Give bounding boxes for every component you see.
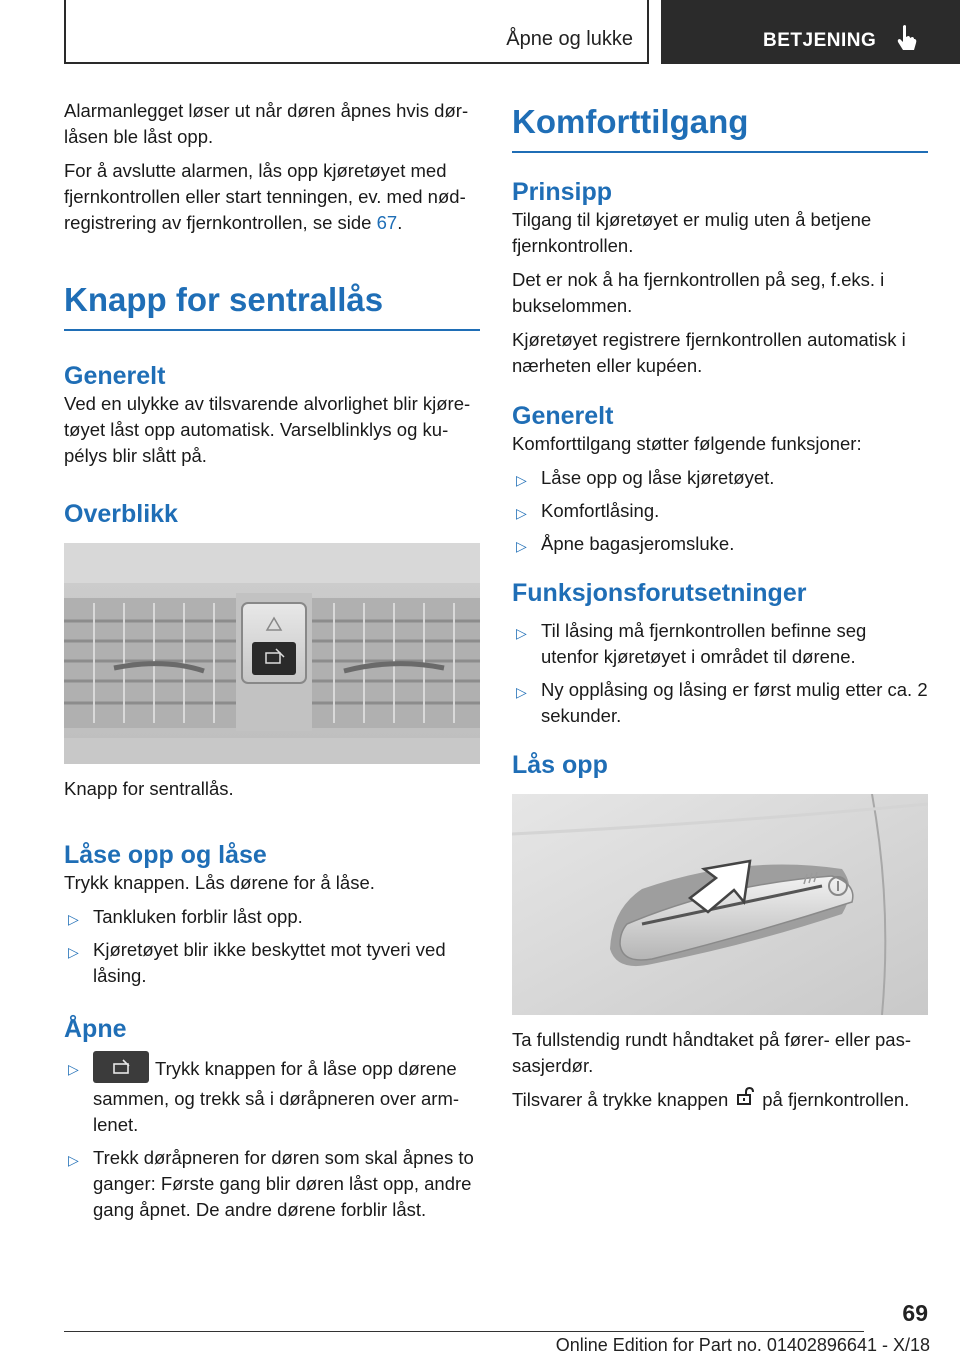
central-lock-heading: Knapp for sentrallås (64, 281, 384, 318)
principle-paragraph-1: Tilgang til kjøretøyet er mulig uten å betjene fjernkontrollen. (512, 209, 872, 256)
page-number: 69 (902, 1300, 928, 1326)
triangle-bullet-icon: ▷ (516, 472, 527, 488)
header-chapter-title: BETJENING (763, 30, 877, 51)
alarm-stop-text: For å avslutte alarmen, lås opp kjøretøyet med fjernkontrollen eller start tenningen, ev. med nødregistrering av fjernkontrollen, se side (64, 160, 466, 233)
unlock-paragraph-1: Ta fullstendig rundt håndtaket på fører- eller passasjerdør. (512, 1029, 911, 1076)
list-item-text: Låse opp og låse kjøretøyet. (541, 467, 775, 488)
unlock-padlock-icon (736, 1086, 754, 1112)
door-handle-figure (512, 794, 928, 1015)
unlock-heading: Lås opp (512, 751, 608, 779)
unlock-text-after-icon: på fjernkontrollen. (762, 1089, 910, 1110)
header-section-tab (64, 0, 649, 64)
list-item (512, 531, 928, 557)
page-link-67[interactable]: 67 (376, 212, 398, 233)
right-column (512, 98, 928, 1122)
alarm-stop-end: . (397, 212, 403, 233)
triangle-bullet-icon: ▷ (68, 1152, 79, 1168)
list-item-text: Trekk døråpneren for døren som skal åpnes to ganger: Første gang blir døren låst opp, andre gang åpnet. De andre dørene forblir låst. (93, 1147, 474, 1220)
triangle-bullet-icon: ▷ (516, 505, 527, 521)
triangle-bullet-icon: ▷ (68, 1061, 79, 1077)
list-item (64, 1145, 480, 1223)
prerequisites-list (512, 618, 928, 729)
list-item-text: Komfortlåsing. (541, 500, 660, 521)
lock-unlock-paragraph: Trykk knappen. Lås dørene for å låse. (64, 872, 375, 893)
list-item (512, 618, 928, 670)
alarm-stop-paragraph (64, 158, 480, 236)
list-item (512, 498, 928, 524)
triangle-bullet-icon: ▷ (68, 911, 79, 927)
list-item-text: Trykk knappen for å låse opp dørene sammen, og trekk så i døråpneren over armlenet. (93, 1057, 460, 1135)
triangle-bullet-icon: ▷ (516, 625, 527, 641)
central-lock-illustration (64, 543, 480, 764)
pointing-hand-icon (895, 24, 917, 57)
comfort-access-heading: Komforttilgang (512, 103, 749, 140)
list-item (512, 465, 928, 491)
list-item (512, 677, 928, 729)
list-item-text: Til låsing må fjernkontrollen befinne seg utenfor kjøretøyet i området til dørene. (541, 620, 867, 667)
general-paragraph: Ved en ulykke av tilsvarende alvorlighet blir kjøretøyet låst opp automatisk. Varselblinklys og kupélys blir slått på. (64, 393, 471, 466)
door-handle-illustration (512, 794, 928, 1015)
alarm-paragraph: Alarmanlegget løser ut når døren åpnes hvis dørlåsen ble låst opp. (64, 100, 469, 147)
list-item (64, 937, 480, 989)
list-item (64, 904, 480, 930)
general-paragraph: Komforttilgang støtter følgende funksjoner: (512, 433, 862, 454)
overview-heading: Overblikk (64, 500, 178, 528)
footer-rule (64, 1331, 864, 1332)
list-item (64, 1054, 480, 1138)
general-heading: Generelt (64, 362, 166, 390)
triangle-bullet-icon: ▷ (68, 944, 79, 960)
footer-edition: Online Edition for Part no. 01402896641 - X/18 (555, 1335, 930, 1355)
triangle-bullet-icon: ▷ (516, 684, 527, 700)
list-item-text: Tankluken forblir låst opp. (93, 906, 303, 927)
figure-caption: Knapp for sentrallås. (64, 778, 234, 799)
principle-paragraph-2: Det er nok å ha fjernkontrollen på seg, f.eks. i bukselommen. (512, 269, 885, 316)
functions-list (512, 465, 928, 557)
left-column (64, 98, 480, 1230)
general-heading: Generelt (512, 402, 614, 430)
prerequisites-heading: Funksjonsforutsetninger (512, 579, 807, 607)
door-unlock-button-icon (93, 1051, 149, 1083)
unlock-text-before-icon: Tilsvarer å trykke knappen (512, 1089, 729, 1110)
header-chapter-tab (661, 0, 960, 64)
unlock-paragraph-2 (512, 1087, 928, 1114)
list-item-text: Ny opplåsing og låsing er først mulig etter ca. 2 sekunder. (541, 679, 928, 726)
list-item-text: Kjøretøyet blir ikke beskyttet mot tyveri ved låsing. (93, 939, 446, 986)
open-heading: Åpne (64, 1015, 127, 1043)
lock-unlock-heading: Låse opp og låse (64, 841, 267, 869)
list-item-text: Åpne bagasjeromsluke. (541, 533, 735, 554)
header-section-title: Åpne og lukke (506, 28, 633, 50)
central-lock-figure (64, 543, 480, 764)
principle-heading: Prinsipp (512, 178, 613, 206)
principle-paragraph-3: Kjøretøyet registrere fjernkontrollen automatisk i nærheten eller kupéen. (512, 329, 906, 376)
open-list (64, 1054, 480, 1223)
triangle-bullet-icon: ▷ (516, 538, 527, 554)
lock-unlock-list (64, 904, 480, 989)
